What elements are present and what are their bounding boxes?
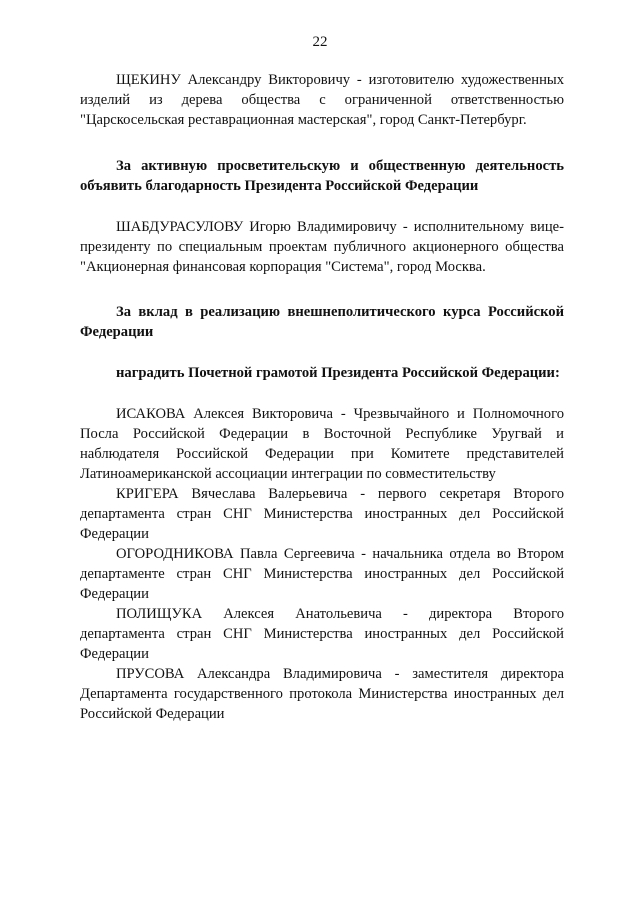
awardee-polishchuk: ПОЛИЩУКА Алексея Анатольевича - директора Второго департамента стран СНГ Министерства иностранных дел Российской Федерации [80, 606, 564, 662]
page-number: 22 [312, 34, 328, 50]
section-heading-certificate: наградить Почетной грамотой Президента Российской Федерации: [116, 365, 560, 381]
awardee-ogorodnikov: ОГОРОДНИКОВА Павла Сергеевича - начальника отдела во Втором департаменте стран СНГ Министерства иностранных дел Российской Федерации [80, 546, 564, 602]
section-heading-foreign-policy: За вклад в реализацию внешнеполитического курса Российской Федерации [80, 304, 564, 340]
awardee-isakov: ИСАКОВА Алексея Викторовича - Чрезвычайного и Полномочного Посла Российской Федерации в Восточной Республике Уругвай и наблюдателя Российской Федерации при Комитете представителей Латиноамериканской ассоциации интеграции по совместительству [80, 406, 564, 482]
awardee-list [80, 404, 564, 724]
section-heading-gratitude: За активную просветительскую и общественную деятельность объявить благодарность Президента Российской Федерации [80, 158, 564, 194]
awardee-prusov: ПРУСОВА Александра Владимировича - заместителя директора Департамента государственного протокола Министерства иностранных дел Российской Федерации [80, 666, 564, 722]
document-body [80, 70, 564, 724]
awardee-kriger: КРИГЕРА Вячеслава Валерьевича - первого секретаря Второго департамента стран СНГ Министерства иностранных дел Российской Федерации [80, 486, 564, 542]
award-entry-shabdurasulov: ШАБДУРАСУЛОВУ Игорю Владимировичу - исполнительному вице-президенту по специальным проектам публичного акционерного общества "Акционерная финансовая корпорация "Система", город Москва. [80, 219, 564, 275]
award-entry-shchekin: ЩЕКИНУ Александру Викторовичу - изготовителю художественных изделий из дерева общества с ограниченной ответственностью "Царскосельская реставрационная мастерская", город Санкт-Петербург. [80, 72, 564, 128]
